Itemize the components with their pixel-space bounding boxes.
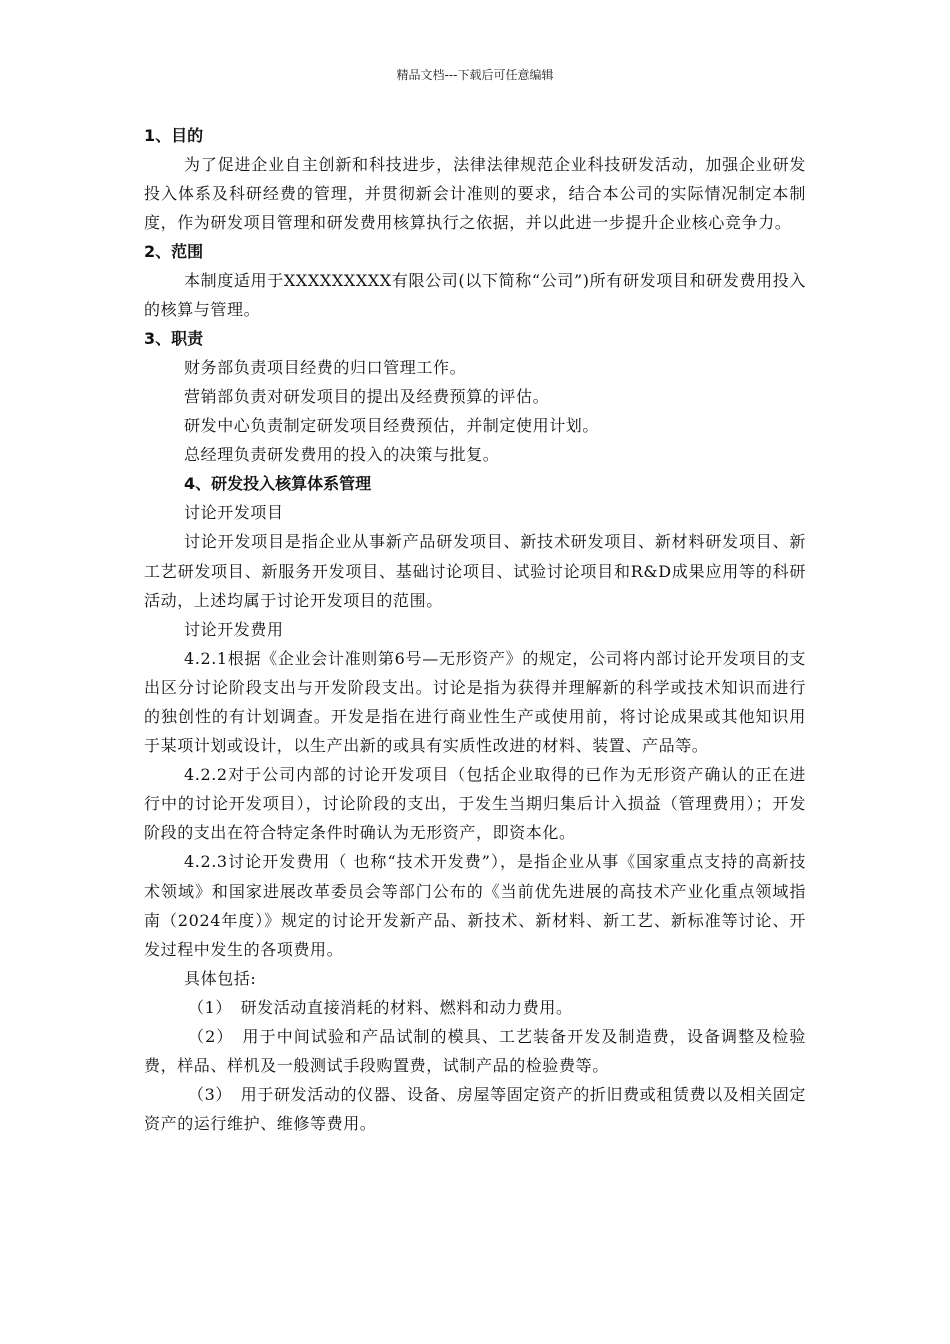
section-heading-responsibility: 3、职责 [144, 329, 204, 349]
subheading-rd-projects: 讨论开发项目 [184, 503, 284, 523]
subheading-rd-expenses: 讨论开发费用 [184, 619, 284, 639]
list-item: （2） 用于中间试验和产品试制的模具、工艺装备开发及制造费，设备调整及检验费，样品、样机及一般测试手段购置费，试制产品的检验费等。 [144, 1026, 806, 1075]
responsibility-line: 总经理负责研发费用的投入的决策与批复。 [184, 445, 500, 465]
paragraph-rd-projects: 讨论开发项目是指企业从事新产品研发项目、新技术研发项目、新材料研发项目、新工艺研发项目、新服务开发项目、基础讨论项目、试验讨论项目和R&D成果应用等的科研活动，上述均属于讨论开发项目的范围。 [144, 532, 806, 610]
section-heading-scope: 2、范围 [144, 242, 204, 262]
responsibility-line: 研发中心负责制定研发项目经费预估，并制定使用计划。 [184, 416, 600, 436]
responsibility-line: 财务部负责项目经费的归口管理工作。 [184, 358, 467, 378]
detail-label: 具体包括: [184, 968, 257, 988]
paragraph-scope: 本制度适用于XXXXXXXXX有限公司(以下简称“公司”)所有研发项目和研发费用投入的核算与管理。 [144, 271, 806, 320]
paragraph-4-2-3: 4.2.3讨论开发费用（ 也称“技术开发费”），是指企业从事《国家重点支持的高新技术领域》和国家进展改革委员会等部门公布的《当前优先进展的高技术产业化重点领域指南（2024年度）》规定的讨论开发新产品、新技术、新材料、新工艺、新标准等讨论、开发过程中发生的各项费用。 [144, 852, 806, 959]
list-item: （3） 用于研发活动的仪器、设备、房屋等固定资产的折旧费或租赁费以及相关固定资产的运行维护、维修等费用。 [144, 1084, 806, 1133]
responsibility-line: 营销部负责对研发项目的提出及经费预算的评估。 [184, 387, 550, 407]
paragraph-4-2-1: 4.2.1根据《企业会计准则第6号—无形资产》的规定，公司将内部讨论开发项目的支出区分讨论阶段支出与开发阶段支出。讨论是指为获得并理解新的科学或技术知识而进行的独创性的有计划调查。开发是指在进行商业性生产或使用前，将讨论成果或其他知识用于某项计划或设计，以生产出新的或具有实质性改进的材料、装置、产品等。 [144, 648, 806, 756]
section-heading-purpose: 1、目的 [144, 126, 204, 145]
section-heading-rd-accounting: 4、研发投入核算体系管理 [184, 474, 372, 494]
page-header: 精品文档---下载后可任意编辑 [396, 68, 554, 82]
document-body [144, 121, 806, 1138]
paragraph-4-2-2: 4.2.2对于公司内部的讨论开发项目（包括企业取得的已作为无形资产确认的正在进行中的讨论开发项目），讨论阶段的支出，于发生当期归集后计入损益（管理费用）；开发阶段的支出在符合特定条件时确认为无形资产，即资本化。 [144, 765, 806, 843]
list-item: （1） 研发活动直接消耗的材料、燃料和动力费用。 [188, 997, 573, 1017]
paragraph-purpose: 为了促进企业自主创新和科技进步，法律法律规范企业科技研发活动，加强企业研发投入体系及科研经费的管理，并贯彻新会计准则的要求，结合本公司的实际情况制定本制度，作为研发项目管理和研发费用核算执行之依据，并以此进一步提升企业核心竞争力。 [144, 155, 806, 233]
